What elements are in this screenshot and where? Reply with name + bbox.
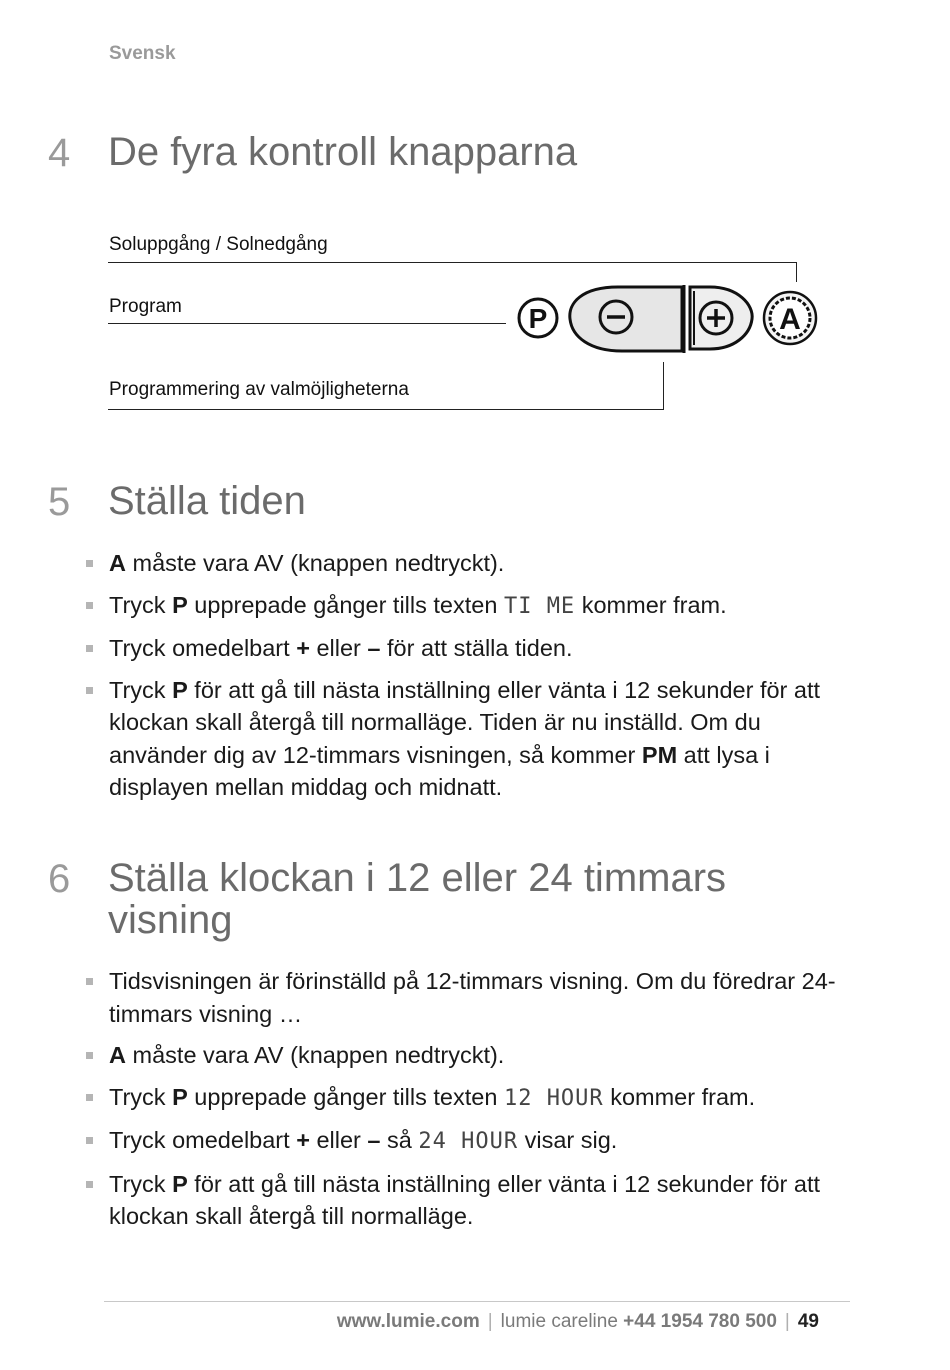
section-title-5: Ställa tiden xyxy=(108,479,306,523)
lcd-text: TI ME xyxy=(503,593,576,619)
list-item: A måste vara AV (knappen nedtryckt). xyxy=(85,1039,855,1072)
section-number-4: 4 xyxy=(48,131,71,175)
list-item: A måste vara AV (knappen nedtryckt). xyxy=(85,547,855,580)
leader-line-sunrise-drop xyxy=(796,262,797,282)
control-buttons-illustration xyxy=(512,281,822,357)
footer-separator: | xyxy=(784,1311,790,1332)
footer-separator: | xyxy=(487,1311,493,1332)
list-item: Tidsvisningen är förinställd på 12-timmars visning. Om du föredrar 24-timmars visning … xyxy=(85,965,855,1030)
leader-line-sunrise xyxy=(108,262,797,263)
label-program: Program xyxy=(109,296,182,317)
list-item: Tryck omedelbart + eller – så 24 HOUR visar sig. xyxy=(85,1124,855,1159)
list-item: Tryck P för att gå till nästa inställning eller vänta i 12 sekunder för att klockan skall återgå till normalläge. xyxy=(85,1168,855,1233)
lcd-text: 24 HOUR xyxy=(418,1129,519,1154)
minus-button-icon xyxy=(570,285,684,353)
svg-text:P: P xyxy=(528,303,548,334)
p-button-icon xyxy=(519,299,557,337)
footer xyxy=(337,1311,819,1333)
footer-url-link[interactable]: www.lumie.com xyxy=(336,1311,480,1332)
label-options: Programmering av valmöjligheterna xyxy=(109,379,409,400)
leader-line-program xyxy=(108,323,506,324)
footer-phone: +44 1954 780 500 xyxy=(623,1311,777,1332)
lcd-text: 12 HOUR xyxy=(503,1085,604,1111)
language-label: Svensk xyxy=(109,43,176,64)
leader-line-options xyxy=(108,409,664,410)
page-number: 49 xyxy=(797,1311,819,1332)
list-item: Tryck P upprepade gånger tills texten 12 HOUR kommer fram. xyxy=(85,1081,855,1116)
label-sunrise-sunset: Soluppgång / Solnedgång xyxy=(109,234,328,255)
list-item: Tryck P för att gå till nästa inställning eller vänta i 12 sekunder för att klockan skall återgå till normalläge. Tiden är nu inställd. Om du använder dig av 12-timmars visningen, så kommer PM att lysa i displayen mellan middag och midnatt. xyxy=(85,674,855,804)
a-button-icon xyxy=(764,292,816,344)
section-number-5: 5 xyxy=(48,480,71,524)
leader-line-options-rise xyxy=(663,362,664,409)
section-title-4: De fyra kontroll knapparna xyxy=(108,130,578,174)
plus-button-icon xyxy=(690,287,752,349)
section-5-list xyxy=(85,547,855,813)
svg-text:A: A xyxy=(779,303,801,336)
section-number-6: 6 xyxy=(48,857,71,901)
list-item: Tryck P upprepade gånger tills texten TI ME kommer fram. xyxy=(85,589,855,624)
footer-careline: lumie careline xyxy=(500,1311,624,1332)
section-title-6: Ställa klockan i 12 eller 24 timmars visning xyxy=(108,856,727,942)
footer-divider xyxy=(104,1301,850,1302)
list-item: Tryck omedelbart + eller – för att ställa tiden. xyxy=(85,632,855,665)
section-6-list xyxy=(85,965,855,1242)
